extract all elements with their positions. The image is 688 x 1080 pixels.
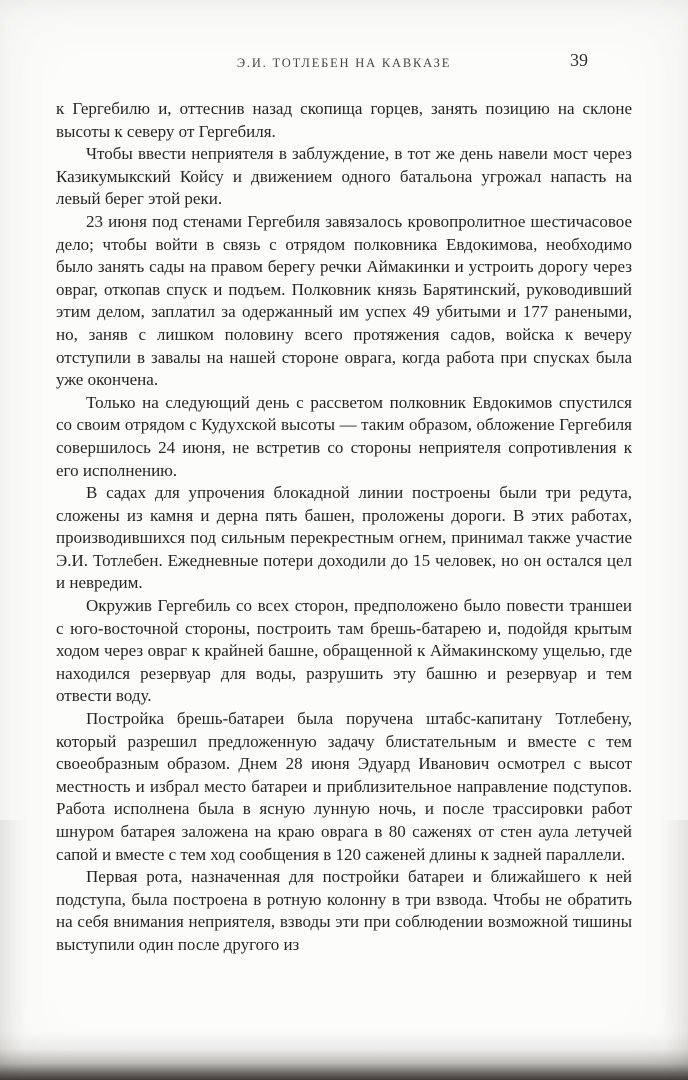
page-header xyxy=(56,50,632,76)
paragraph: Первая рота, назначенная для постройки батареи и ближайшего к ней подступа, была построена в ротную колонну в три взвода. Чтобы не обратить на себя внимания неприятеля, взводы эти при соблюдении возможной тишины выступили один после другого из xyxy=(56,867,632,954)
page-number: 39 xyxy=(570,50,588,70)
right-edge-shadow xyxy=(662,820,688,1080)
running-title: Э.И. ТОТЛЕБЕН НА КАВКАЗЕ xyxy=(236,56,452,70)
page-content xyxy=(56,50,632,957)
page-body xyxy=(56,98,632,957)
paragraph: 23 июня под стенами Гергебиля завязалось кровопролитное шестичасовое дело; чтобы войти в связь с отрядом полковника Евдокимова, необходимо было занять сады на правом берегу речки Аймакинки и устроить дорогу через овраг, откопав спуск и подъем. Полковник князь Барятинский, руководивший этим делом, заплатил за одержанный им успех 49 убитыми и 177 ранеными, но, заняв с лишком половину всего протяжения садов, войска к вечеру отступили в завалы на нашей стороне оврага, когда работа при спусках была уже окончена. xyxy=(56,211,632,390)
paragraph: Постройка брешь-батареи была поручена штабс-капитану Тотлебену, который разрешил предложенную задачу блистательным и вместе с тем своеобразным образом. Днем 28 июня Эдуард Иванович осмотрел с высот местность и избрал место батареи и приблизительное направление подступов. Работа исполнена была в ясную лунную ночь, и после трассировки работ шнуром батарея заложена на краю оврага в 80 саженях от стен аула летучей сапой и вместе с тем ход сообщения в 120 саженей длины к задней параллели. xyxy=(56,709,632,864)
paragraph: Чтобы ввести неприятеля в заблуждение, в тот же день навели мост через Казикумыкский Койсу и движением одного батальона угрожал напасть на левый берег этой реки. xyxy=(56,144,632,209)
paragraph: к Гергебилю и, оттеснив назад скопища горцев, занять позицию на склоне высоты к северу от Гергебиля. xyxy=(56,99,632,141)
paragraph: В садах для упрочения блокадной линии построены были три редута, сложены из камня и дерна пять башен, проложены дороги. В этих работах, производившихся под сильным перекрестным огнем, принимал также участие Э.И. Тотлебен. Ежедневные потери доходили до 15 человек, но он остался цел и невредим. xyxy=(56,483,632,593)
paragraph: Окружив Гергебиль со всех сторон, предположено было повести траншеи с юго-восточной стороны, построить там брешь-батарею и, подойдя крытым ходом через овраг к крайней башне, обращенной к Аймакинскому ущелью, где находился резервуар для воды, разрушить эту башню и резервуар и тем отвести воду. xyxy=(56,596,632,706)
left-edge-shadow xyxy=(0,820,26,1080)
paragraph: Только на следующий день с рассветом полковник Евдокимов спустился со своим отрядом с Кудухской высоты — таким образом, обложение Гергебиля совершилось 24 июня, не встретив со стороны неприятеля сопротивления к его исполнению. xyxy=(56,392,632,480)
page-bottom-shadow xyxy=(0,1032,688,1080)
